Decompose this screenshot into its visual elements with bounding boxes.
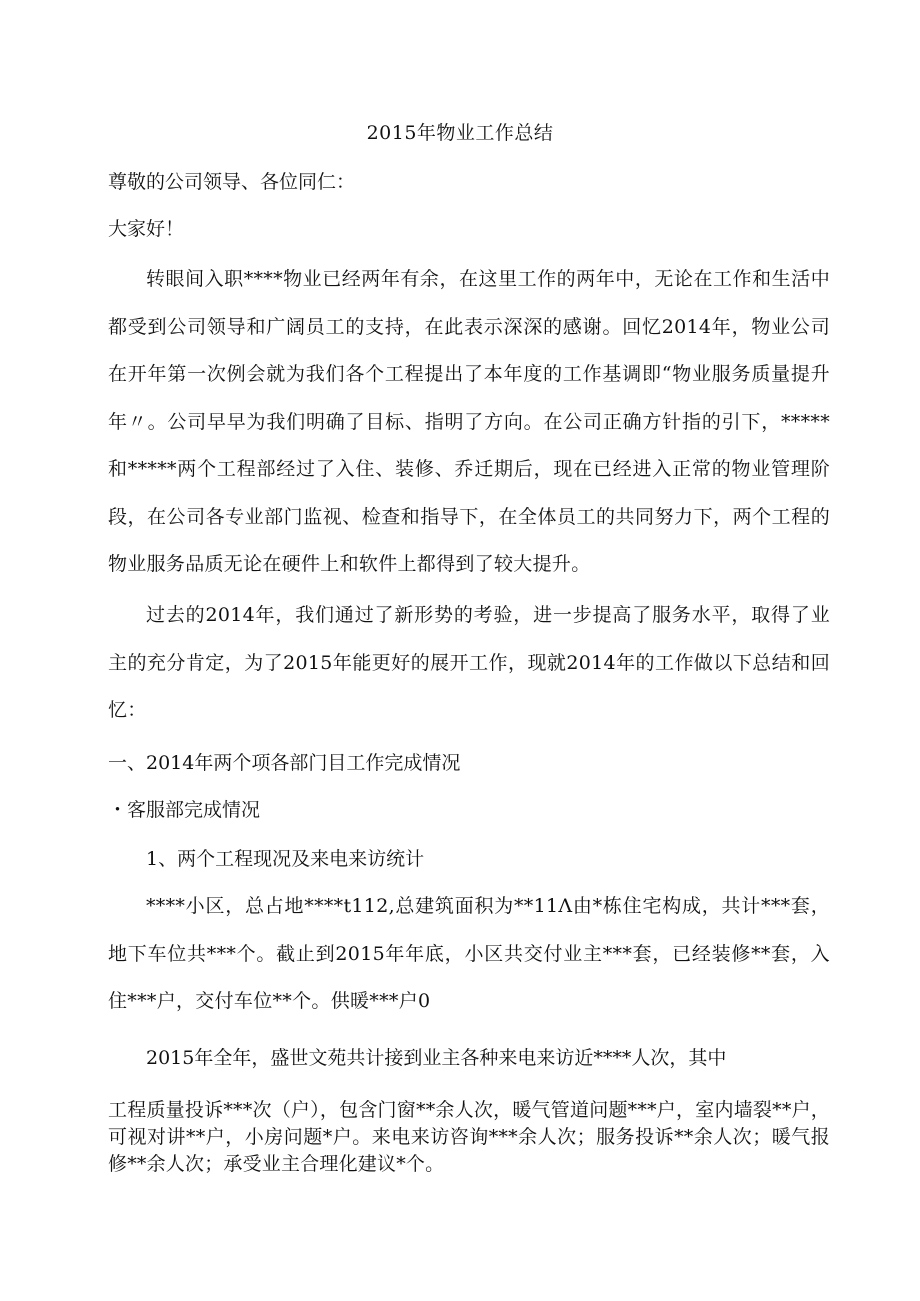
section-heading: 一、2014年两个项各部门目工作完成情况 — [108, 752, 461, 774]
sub-heading: 1、两个工程现况及来电来访统计 — [146, 848, 425, 870]
paragraph-intro: 转眼间入职****物业已经两年有余，在这里工作的两年中，无论在工作和生活中都受到公司领导和广阔员工的支持，在此表示深深的感谢。回忆2014年，物业公司在开年第一次例会就为我们各个工程提出了本年度的工作基调即“物业服务质量提升年〃。公司早早为我们明确了目标、指明了方向。在公司正确方针指的引下，*****和*****两个工程部经过了入住、装修、乔迁期后，现在已经进入正常的物业管理阶段，在公司各专业部门监视、检查和指导下，在全体员工的共同努力下，两个工程的物业服务品质无论在硬件上和软件上都得到了较大提升。 — [108, 268, 830, 575]
paragraph-annual-calls: 2015年全年，盛世文苑共计接到业主各种来电来访近****人次，其中 — [146, 1047, 727, 1069]
document-title: 2015年物业工作总结 — [366, 122, 554, 144]
salutation: 尊敬的公司领导、各位同仁： — [108, 171, 356, 193]
bullet-heading: ・客服部完成情况 — [108, 799, 261, 821]
paragraph-complaints: 工程质量投诉***次（户），包含门窗**余人次，暖气管道问题***户，室内墙裂**户，可视对讲**户，小房问题*户。来电来访咨询***余人次；服务投诉**余人次；暖气报修**余人次；承受业主合理化建议*个。 — [108, 1099, 830, 1175]
greeting: 大家好！ — [108, 218, 185, 240]
paragraph-review: 过去的2014年，我们通过了新形势的考验，进一步提高了服务水平，取得了业主的充分肯定，为了2015年能更好的展开工作，现就2014年的工作做以下总结和回忆： — [108, 604, 830, 721]
paragraph-statistics: ****小区，总占地****t112,总建筑面积为**11Λ由*栋住宅构成，共计***套，地下车位共***个。截止到2015年年底，小区共交付业主***套，已经装修**套，入住***户，交付车位**个。供暖***户0 — [108, 895, 830, 1012]
